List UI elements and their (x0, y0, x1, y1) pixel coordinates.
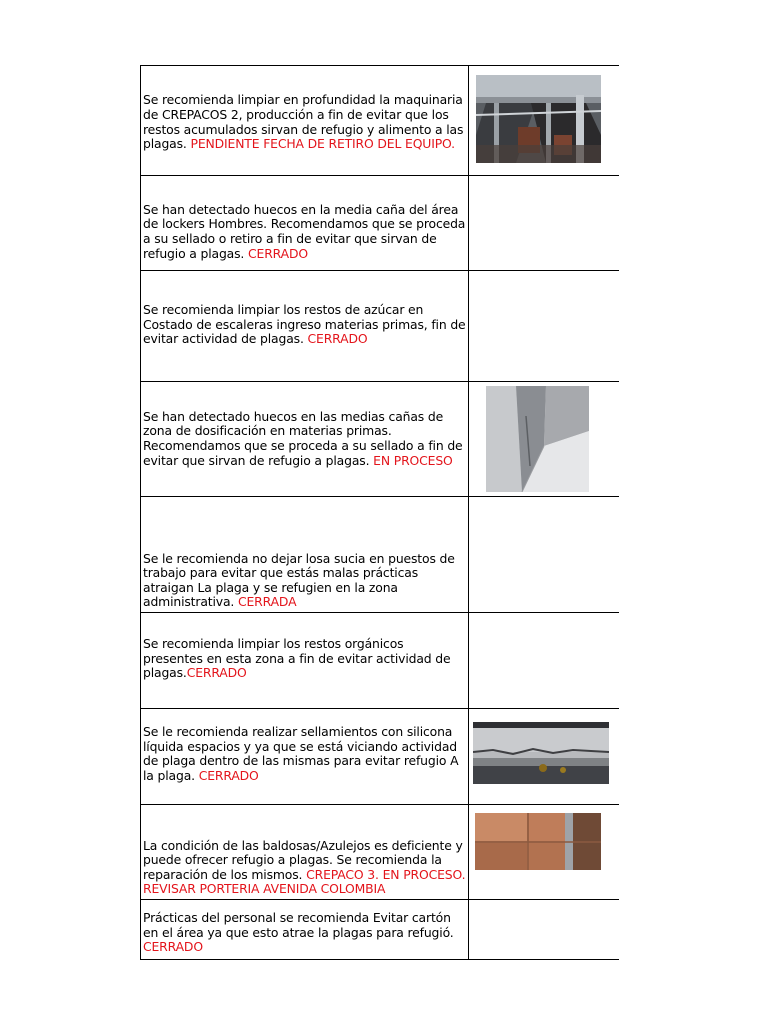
photo-cell (469, 382, 620, 497)
status-text: CERRADA (237, 594, 297, 610)
status-text: CERRADO (248, 245, 308, 261)
table-row (141, 497, 620, 613)
photo-cell (469, 805, 620, 900)
machinery-photo (476, 75, 601, 163)
table-row (141, 709, 620, 805)
recommendation-cell (141, 613, 469, 709)
recommendations-sheet (140, 65, 618, 960)
recommendation-text: Se recomienda limpiar los restos orgánicos presentes en esta zona a fin de evitar actividad de plagas. (143, 636, 451, 681)
status-text: PENDIENTE FECHA DE RETIRO DEL EQUIPO. (190, 136, 455, 152)
wall-corner-photo (486, 386, 589, 492)
recommendation-cell (141, 709, 469, 805)
recommendation-text: Prácticas del personal se recomienda Evitar cartón en el área ya que esto atrae la plagas para refugió. (143, 910, 454, 940)
status-text: EN PROCESO (373, 452, 453, 468)
table-row (141, 805, 620, 900)
tiles-photo (475, 813, 601, 870)
table-row (141, 271, 620, 382)
recommendation-text: La condición de las baldosas/Azulejos es deficiente y puede ofrecer refugio a plagas. Se recomienda la reparación de los mismos. (143, 837, 463, 882)
status-text: CERRADO (307, 331, 368, 347)
recommendation-cell (141, 805, 469, 900)
photo-cell (469, 66, 620, 176)
status-text: CREPACO 3. EN PROCESO. REVISAR PORTERIA AVENIDA COLOMBIA (143, 866, 466, 897)
photo-cell (469, 900, 620, 960)
recommendations-table (140, 65, 619, 960)
table-row (141, 613, 620, 709)
recommendation-cell (141, 900, 469, 960)
recommendation-text: Se recomienda limpiar en profundidad la maquinaria de CREPACOS 2, producción a fin de evitar que los restos acumulados sirvan de refugio y alimento a las plagas. (143, 92, 464, 152)
table-row (141, 176, 620, 271)
recommendation-text: Se le recomienda no dejar losa sucia en puestos de trabajo para evitar que estás malas prácticas atraigan La plaga y se refugien en la zona administrativa. (143, 550, 455, 610)
photo-cell (469, 613, 620, 709)
status-text: CERRADO (186, 665, 247, 681)
recommendation-cell (141, 271, 469, 382)
photo-cell (469, 497, 620, 613)
recommendation-text: Se recomienda limpiar los restos de azúcar en Costado de escaleras ingreso materias primas, fin de evitar actividad de plagas. (143, 302, 466, 347)
recommendation-cell (141, 176, 469, 271)
status-text: CERRADO (198, 767, 259, 783)
table-row (141, 382, 620, 497)
photo-cell (469, 176, 620, 271)
recommendation-text: Se le recomienda realizar sellamientos con silicona líquida espacios y ya que se está viciando actividad de plaga dentro de las mismas para evitar refugio A la plaga. (143, 724, 459, 783)
recommendation-cell (141, 382, 469, 497)
wall-crack-photo (473, 722, 609, 784)
recommendation-text: Se han detectado huecos en las medias cañas de zona de dosificación en materias primas. Recomendamos que se proceda a su sellado a fin de evitar que sirvan de refugio a plagas. (143, 408, 463, 468)
photo-cell (469, 271, 620, 382)
photo-cell (469, 709, 620, 805)
status-text: CERRADO (143, 939, 203, 955)
recommendation-cell (141, 66, 469, 176)
table-row (141, 900, 620, 960)
recommendation-cell (141, 497, 469, 613)
table-row (141, 66, 620, 176)
recommendation-text: Se han detectado huecos en la media caña del área de lockers Hombres. Recomendamos que se proceda a su sellado o retiro a fin de evitar que sirvan de refugio a plagas. (143, 201, 466, 261)
